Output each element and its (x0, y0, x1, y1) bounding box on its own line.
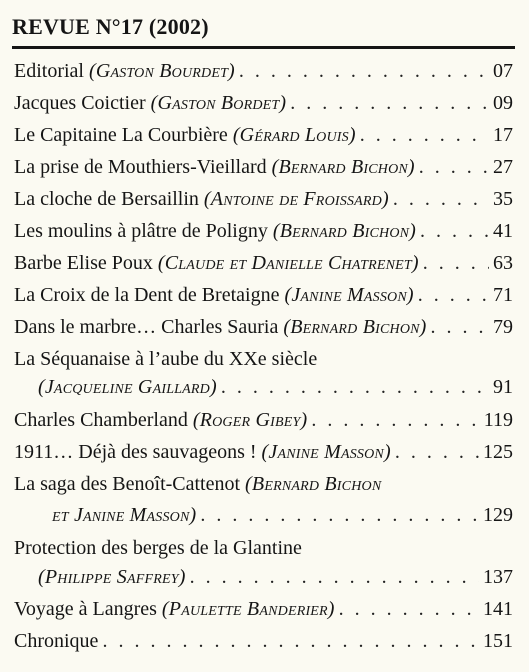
leader-dots (102, 630, 479, 653)
entry-author: (Paulette Banderier) (161, 598, 335, 620)
toc-entry (14, 630, 513, 660)
leader-dots (393, 188, 489, 211)
entry-title: Editorial (14, 60, 84, 82)
entry-title: Les moulins à plâtre de Poligny (14, 220, 268, 242)
entry-page: 17 (493, 124, 513, 146)
entry-page: 07 (493, 60, 513, 82)
entry-author: (Janine Masson) (284, 284, 414, 306)
entry-title: Barbe Elise Poux (14, 252, 153, 274)
entry-author: (Bernard Bichon (245, 473, 382, 495)
toc-entry (14, 441, 513, 471)
entry-title: Jacques Coictier (14, 92, 146, 114)
heading-rule (12, 46, 515, 49)
entry-page: 129 (483, 504, 513, 526)
entry-author: (Philippe Saffrey) (38, 566, 186, 588)
leader-dots (221, 376, 489, 399)
entry-title: Le Capitaine La Courbière (14, 124, 228, 146)
leader-dots (395, 441, 479, 464)
entry-author: (Bernard Bichon) (272, 220, 417, 242)
entry-page: 71 (493, 284, 513, 306)
entry-page: 41 (493, 220, 513, 242)
toc-entry (14, 409, 513, 439)
leader-dots (190, 566, 479, 589)
entry-title: La Séquanaise à l’aube du XXe siècle (14, 348, 318, 370)
toc-entry (14, 252, 513, 282)
entry-author: (Antoine de Froissard) (203, 188, 389, 210)
entry-page: 27 (493, 156, 513, 178)
leader-dots (419, 156, 489, 179)
leader-dots (420, 220, 489, 243)
toc-entry (14, 316, 513, 346)
toc-entry (14, 60, 513, 90)
entry-author: (Claude et Danielle Chatrenet) (157, 252, 419, 274)
entry-title: Voyage à Langres (14, 598, 157, 620)
toc-entry (14, 598, 513, 628)
leader-dots (423, 252, 489, 275)
toc-entry (14, 348, 513, 378)
toc-entry (14, 188, 513, 218)
toc-entry (14, 156, 513, 186)
leader-dots (239, 60, 489, 83)
entry-author: (Gaston Bordet) (150, 92, 287, 114)
entry-author: (Gaston Bourdet) (88, 60, 235, 82)
entry-title: La prise de Mouthiers-Vieillard (14, 156, 267, 178)
toc-entry (14, 473, 513, 503)
leader-dots (290, 92, 489, 115)
entry-author: (Roger Gibey) (192, 409, 308, 431)
leader-dots (339, 598, 479, 621)
leader-dots (311, 409, 479, 432)
entry-page: 79 (493, 316, 513, 338)
leader-dots (360, 124, 489, 147)
toc-entry-continuation (14, 376, 513, 406)
entry-page: 141 (483, 598, 513, 620)
entry-author: (Janine Masson) (261, 441, 391, 463)
entry-title: Protection des berges de la Glantine (14, 537, 302, 559)
toc-entry (14, 124, 513, 154)
toc-entry (14, 92, 513, 122)
leader-dots (200, 504, 479, 527)
toc-entry-continuation (14, 504, 513, 534)
entry-author: (Gérard Louis) (232, 124, 356, 146)
page-heading: REVUE N°17 (2002) (12, 14, 209, 39)
toc-entry (14, 284, 513, 314)
toc-entry-continuation (14, 566, 513, 596)
entry-page: 35 (493, 188, 513, 210)
entry-page: 151 (483, 630, 513, 652)
entry-title: 1911… Déjà des sauvageons ! (14, 441, 257, 463)
entry-title: Chronique (14, 630, 99, 652)
entry-title: La cloche de Bersaillin (14, 188, 199, 210)
entry-page: 91 (493, 376, 513, 398)
toc-entry (14, 220, 513, 250)
entry-author: (Bernard Bichon) (283, 316, 427, 338)
entry-title: Charles Chamberland (14, 409, 188, 431)
toc-entry (14, 537, 513, 567)
entry-title: La Croix de la Dent de Bretaigne (14, 284, 280, 306)
entry-page: 63 (493, 252, 513, 274)
entry-author: (Bernard Bichon) (271, 156, 415, 178)
entry-author: (Jacqueline Gaillard) (38, 376, 217, 398)
entry-title: La saga des Benoît-Cattenot (14, 473, 241, 495)
entry-page: 125 (483, 441, 513, 463)
entry-page: 09 (493, 92, 513, 114)
entry-page: 119 (483, 409, 513, 431)
entry-title: Dans le marbre… Charles Sauria (14, 316, 279, 338)
leader-dots (431, 316, 489, 339)
entry-page: 137 (483, 566, 513, 588)
entry-author: et Janine Masson) (52, 504, 197, 526)
leader-dots (418, 284, 489, 307)
